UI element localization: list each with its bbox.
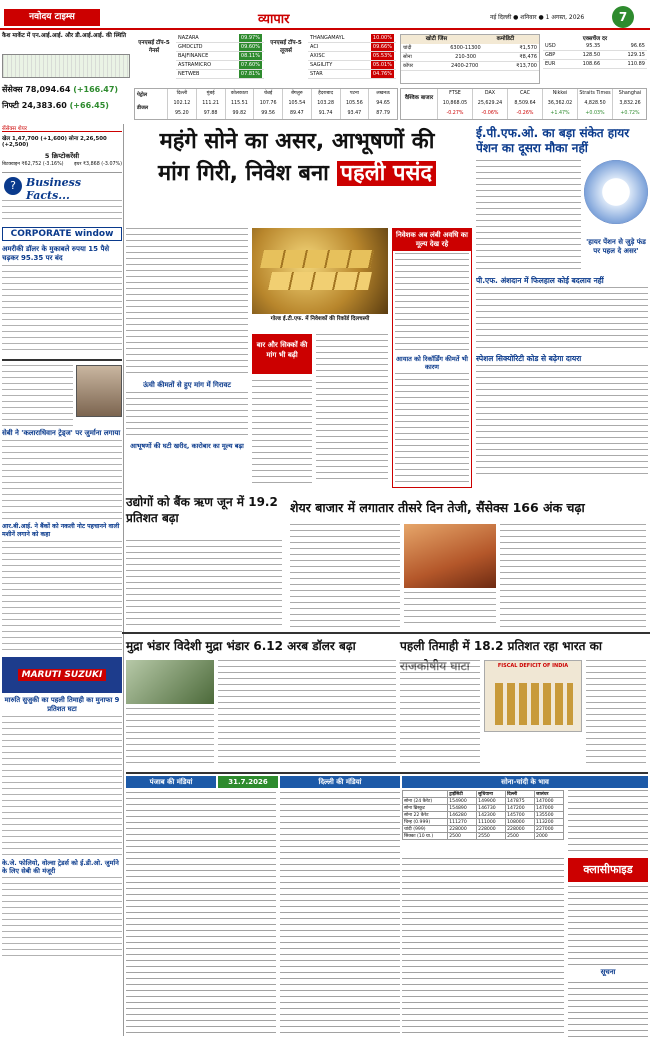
forex-reserve-text [218, 660, 396, 768]
bullion-col-head: दिल्ली [506, 791, 535, 798]
world-index: Nikkei 36,362.02 +1.47% [542, 89, 577, 119]
nifty-change: (+66.45) [69, 101, 109, 110]
maruti-headline: मारुति सुजुकी का पहली तिमाही का मुनाफा 9 प्रतिशत घटा [4, 696, 120, 713]
index-head: सेंसेक्स शेयर [2, 124, 122, 132]
market-rally-photo [404, 524, 496, 588]
forex-row: GBP 128.50 129.15 [543, 51, 647, 60]
sebi-story [2, 365, 122, 429]
commodity-row: सोना 210-300 ₹8,476 [403, 54, 537, 60]
crypto-head: 5 क्रिप्टोकरेंसी [44, 152, 80, 160]
maruti-logo-text: MARUTI SUZUKI [18, 669, 107, 681]
gainer-row: NETWEB 07.81% [176, 70, 264, 79]
bullion-table [402, 790, 564, 854]
world-index: CAC 8,509.64 -0.26% [507, 89, 542, 119]
bullion-row: सोना 22 कैरेट 146280 142300 145700 135500 [403, 812, 564, 819]
sidebar-headline: निवेशक अब लंबी अवधि का मूल्य देख रहे [393, 229, 471, 251]
gainers-list [176, 34, 264, 79]
diesel-label: डीजल [137, 105, 149, 111]
crypto-list [2, 161, 122, 167]
market-rally-text [290, 524, 400, 628]
commodity-box [400, 34, 540, 84]
kyc-headline: के.जे. फोलियो, वोल्वा ट्रेडर्स को ई.डी.ओ. जुर्माने के लिए सेबी की मंजूरी [2, 859, 119, 875]
epfo-logo [584, 160, 648, 224]
gold-bars-photo [252, 228, 388, 314]
fuel-prices [167, 89, 397, 119]
bank-credit-text [126, 540, 282, 628]
punjab-mandi-table [126, 792, 276, 1038]
sebi-photo [76, 365, 122, 417]
business-facts-title: Business Facts... [26, 176, 82, 202]
forex-title: एक्सचेंज दर [582, 36, 608, 42]
forex-box [543, 34, 647, 84]
commodity-label: खोटी जिंस [425, 36, 448, 42]
bullion-col-head: लुधियाना [477, 791, 506, 798]
fuel-city: कोलकाता 115.51 99.82 [225, 89, 254, 119]
lead-subhead-2: आभूषणों की घटी खरीद, कारोबार का मूल्य बढ़ा [130, 442, 244, 450]
classified-head: क्लासीफाइड [568, 858, 648, 882]
mandi-date: 31.7.2026 [218, 776, 278, 788]
delhi-mandi-head: दिल्ली की मंडियां [280, 776, 400, 788]
section-title: व्यापार [258, 12, 290, 27]
world-index: Shanghai 3,832.26 +0.72% [612, 89, 647, 119]
sebi-headline: सेबी ने 'कलाराधिवान ट्रेड्ज' पर जुर्माना लगाया [2, 429, 121, 437]
epfo-subhead-1: पी.एफ. अंशदान में फिलहाल कोई बदलाव नहीं [476, 276, 604, 285]
loser-row: ACI 09.66% [308, 43, 396, 52]
bullion-col-head: ट्राईसिटी [448, 791, 477, 798]
crypto-item: इथर ₹3,868 (-3.07%) [74, 162, 122, 167]
fuel-table [134, 88, 398, 120]
fiscal-deficit-headline: पहली तिमाही में 18.2 प्रतिशत रहा भारत का [400, 639, 602, 653]
lead-subhead-1: ऊंची कीमतों से हुए मांग में गिरावट [143, 381, 231, 389]
market-rally-headline: शेयर बाजार में लगातार तीसरे दिन तेजी, सैंसेक्स 166 अंक चढ़ा [290, 500, 585, 515]
dateline: नई दिल्ली ● शनिवार ● 1 अगस्त, 2026 [490, 14, 585, 21]
left-column [2, 124, 122, 1039]
nse-losers-box [266, 34, 396, 86]
world-markets [400, 88, 647, 120]
crypto-item: बिटक्वाइन ₹62,752 (-3.16%) [2, 162, 64, 167]
rupee-headline: अमरीकी डॉलर के मुकाबले रुपया 15 पैसे चढ़कर 95.35 पर बंद [2, 245, 110, 262]
bullion-col-head: जालंधर [535, 791, 564, 798]
sidebar-subhead: आयात को रिकॉर्डिंग कीमतें भी कारण [396, 355, 468, 371]
bullion-row: सिक्का (10 ग्रा.) 2500 2550 2500 2000 [403, 833, 564, 840]
nifty-label: निफ्टी [2, 101, 19, 110]
fuel-city: मुंबई 111.21 97.88 [196, 89, 225, 119]
nifty-value: 24,383.60 [21, 101, 67, 110]
lead-headline [126, 126, 468, 224]
business-facts-banner [2, 172, 122, 200]
world-indices [437, 89, 647, 119]
rule [122, 632, 650, 634]
lead-headline-highlight: पहली पसंद [337, 161, 437, 186]
forex-photo [126, 660, 214, 704]
sensex-line [2, 84, 118, 95]
fuel-city: हैदराबाद 103.28 91.74 [311, 89, 340, 119]
gainers-title: एनएसई टॉप-5 गेनर्स [138, 40, 170, 54]
column-rule [123, 124, 124, 1036]
bullion-row: चिन्ह (0.999) 111270 111000 108000 113200 [403, 819, 564, 826]
bullion-row: चांदी (999) 228000 228000 228000 227000 [403, 826, 564, 833]
punjab-mandi-head: पंजाब की मंडियां [126, 776, 216, 788]
stat-line: खेल 1,47,700 (+1,600) सोना 2,26,500 (+2,500) [2, 136, 107, 148]
lead-headline-line2: मांग गिरी, निवेश बना [157, 161, 329, 186]
delhi-mandi-table [280, 792, 400, 1038]
lead-headline-line1: महंगे सोने का असर, आभूषणों की [159, 129, 435, 154]
world-index: Straits Times 4,828.50 +0.03% [577, 89, 612, 119]
gainer-row: GMDCLTD 09.60% [176, 43, 264, 52]
fuel-city: चेन्नई 107.76 99.56 [253, 89, 282, 119]
gainer-row: NAZARA 09.97% [176, 34, 264, 43]
nse-gainers-box [134, 34, 264, 86]
loser-row: SAGILITY 05.01% [308, 61, 396, 70]
loser-row: THANGAMAYL 10.00% [308, 34, 396, 43]
lead-sidebar [392, 228, 472, 488]
fuel-city: लखनऊ 94.65 87.79 [368, 89, 397, 119]
market-rally-text-2 [500, 524, 646, 628]
cash-market-box [2, 32, 132, 122]
forex-reserve-headline: मुद्रा भंडार विदेशी मुद्रा भंडार 6.12 अरब डॉलर बढ़ा [126, 639, 356, 653]
maruti-logo [2, 657, 122, 693]
losers-title: एनएसई टॉप-5 लूजर्स [270, 40, 302, 54]
lead-text-col3 [252, 380, 312, 484]
epfo-quote: 'हायर पेंशन से जुड़े फंड पर पहल दे असर' [586, 238, 646, 255]
loser-row: STAR 04.76% [308, 70, 396, 79]
fuel-city: बेंगलुरु 105.54 89.47 [282, 89, 311, 119]
bullion-row: सोना (24 कैरेट) 154900 149900 147875 147000 [403, 798, 564, 805]
forex-row: USD 95.35 96.65 [545, 43, 645, 49]
fuel-city: दिल्ली 102.12 95.20 [167, 89, 196, 119]
nifty-line [2, 100, 109, 111]
photo-caption: गोल्ड ई.टी.एफ. में निवेशकों की रिकॉर्ड दिलचस्पी [270, 316, 370, 322]
corporate-window-banner: CORPORATE window [2, 227, 122, 241]
fuel-city: पटना 105.56 93.47 [340, 89, 369, 119]
bank-credit-headline: उद्योगों को बैंक ऋण जून में 19.2 प्रतिशत बढ़ा [126, 495, 278, 525]
commodity-row: कॉपर 2400-2700 ₹13,700 [401, 62, 539, 71]
lead-text-col1 [126, 228, 248, 490]
commodity-rows [401, 44, 539, 71]
forex-rows [543, 42, 647, 69]
petrol-label: पेट्रोल [137, 92, 148, 98]
callout-bars-coins: बार और सिक्कों की मांग भी बढ़ी [252, 334, 312, 374]
facts-icon: ? [4, 177, 22, 195]
world-index: FTSE 10,868.05 -0.27% [437, 89, 472, 119]
metal-label: कमोडिटी [496, 36, 515, 42]
gainer-row: BAJFINANCE 08.11% [176, 52, 264, 61]
rbi-headline: आर.बी.आई. ने बैंकों को नकली नोट पहचानने वाली मशीनें लगाने को कहा [2, 523, 120, 538]
fiscal-graphic [484, 660, 582, 732]
forex-row: EUR 108.66 110.89 [543, 60, 647, 69]
fii-dii-table [2, 54, 130, 78]
notice-head: सूचना [600, 968, 616, 976]
world-title: वैश्विक बाजार [404, 95, 434, 101]
sensex-value: 78,094.64 [25, 85, 71, 94]
loser-row: AXISC 05.53% [308, 52, 396, 61]
gainer-row: ASTRAMICRO 07.60% [176, 61, 264, 70]
world-index: DAX 25,629.24 -0.06% [472, 89, 507, 119]
epfo-headline: ई.पी.एफ.ओ. का बड़ा संकेत हायर पेंशन का दूसरा मौका नहीं [476, 126, 630, 155]
losers-list [308, 34, 396, 79]
sensex-label: सेंसेक्स [2, 85, 23, 94]
cash-market-title: कैश मार्केट में एन.आई.आई. और डी.आई.आई. की स्थिति [2, 33, 127, 39]
commodity-row: चांदी 6300-11300 ₹1,570 [401, 44, 539, 53]
bullion-row: सोना ब्रिस्कुट 154890 146730 147200 147000 [403, 805, 564, 812]
lead-text-col2 [316, 334, 388, 484]
page-number: 7 [612, 6, 634, 28]
epfo-subhead-2: स्पेशल सिक्योरिटी कोड से बढ़ेगा दायरा [476, 354, 582, 363]
bullion-head: सोना-चांदी के भाव [402, 776, 648, 788]
epfo-story [476, 126, 648, 498]
masthead [0, 0, 650, 30]
sensex-change: (+166.47) [73, 85, 119, 94]
fiscal-graphic-label: FISCAL DEFICIT OF INDIA [497, 663, 569, 669]
brand-logo: नवोदय टाइम्स [4, 9, 100, 26]
